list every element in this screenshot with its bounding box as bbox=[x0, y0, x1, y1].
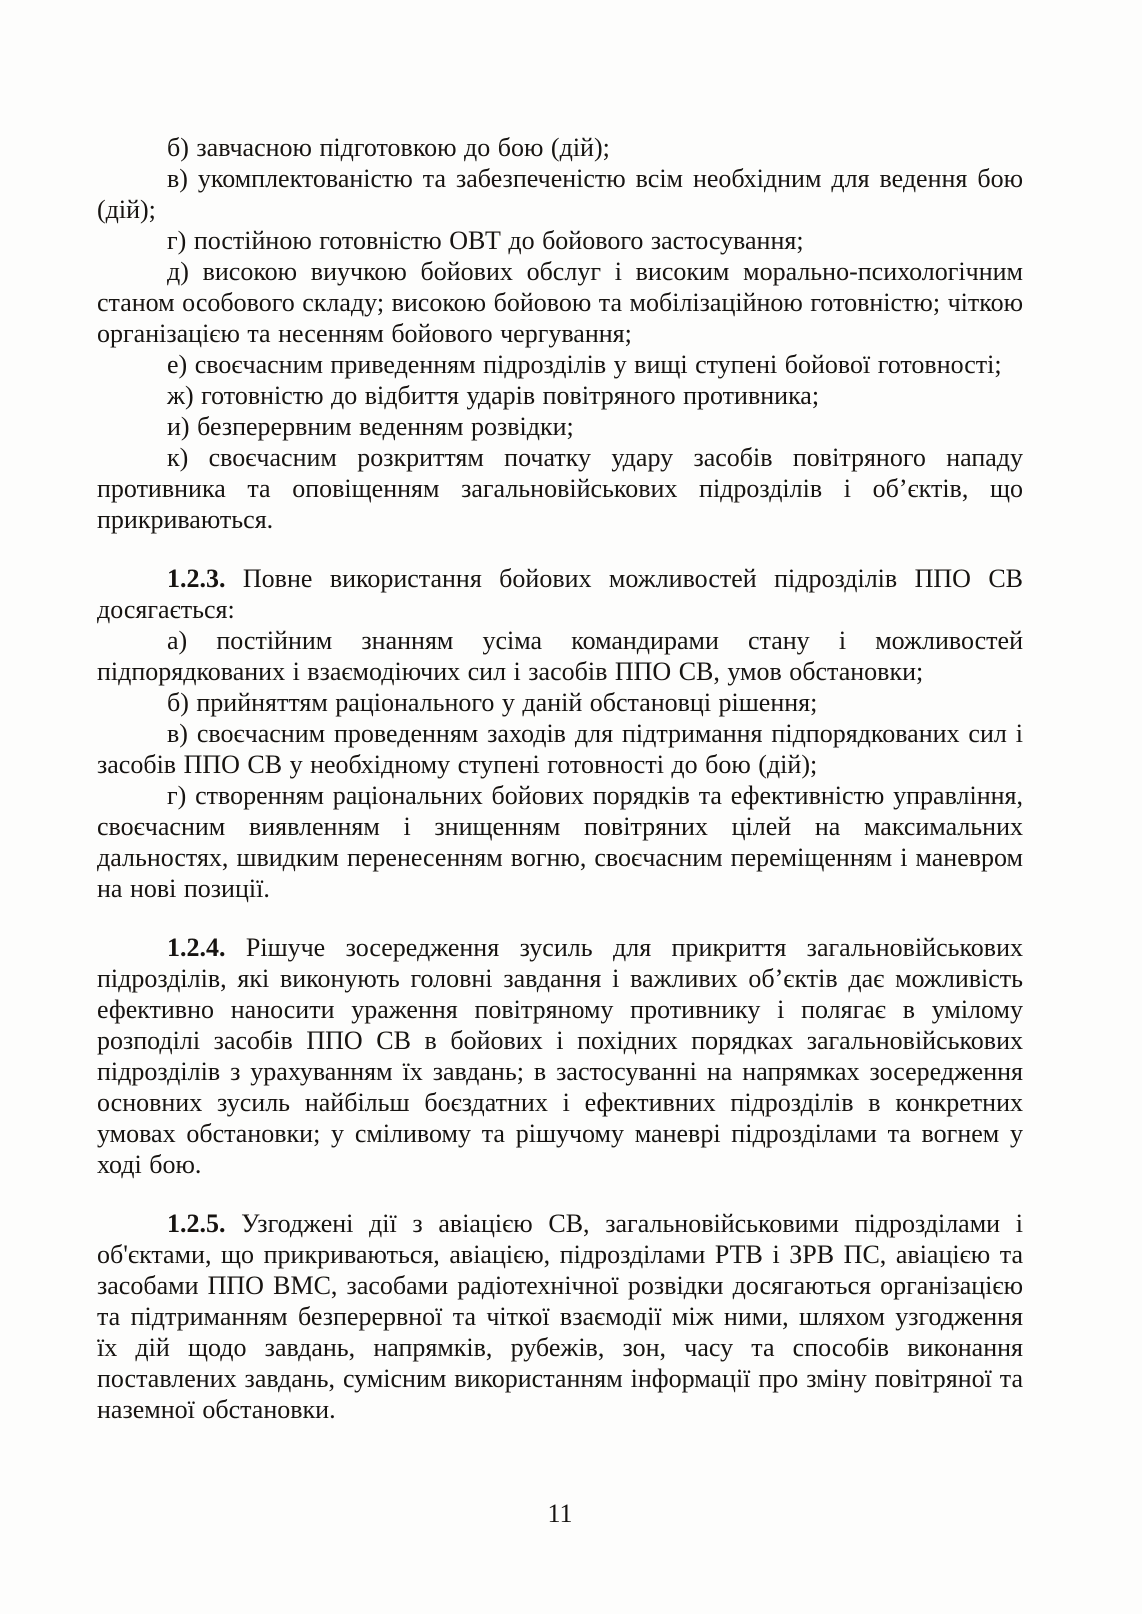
paragraph-text: г) постійною готовністю ОВТ до бойового застосування; bbox=[167, 226, 804, 255]
list-item-b2 bbox=[97, 687, 1023, 718]
paragraph-text: Повне використання бойових можливостей підрозділів ППО СВ досягається: bbox=[97, 564, 1023, 624]
paragraph-text: ж) готовністю до відбиття ударів повітряного противника; bbox=[167, 381, 820, 410]
paragraph-text: а) постійним знанням усіма командирами стану і можливостей підпорядкованих і взаємодіючих сил і засобів ППО СВ, умов обстановки; bbox=[97, 626, 1023, 686]
paragraph-text: б) завчасною підготовкою до бою (дій); bbox=[167, 133, 610, 162]
section-1-2-5 bbox=[97, 1208, 1023, 1425]
paragraph-text: д) високою виучкою бойових обслуг і високим морально-психологічним станом особового складу; високою бойовою та мобілізаційною готовністю; чіткою організацією та несенням бойового чергування; bbox=[97, 257, 1023, 348]
list-item-h2 bbox=[97, 780, 1023, 904]
list-item-h bbox=[97, 225, 1023, 256]
list-item-e bbox=[97, 349, 1023, 380]
text-block bbox=[97, 132, 1023, 1425]
paragraph-text: к) своєчасним розкриттям початку удару засобів повітряного нападу противника та оповіщенням загальновійськових підрозділів і об’єктів, що прикриваються. bbox=[97, 443, 1023, 534]
list-item-b bbox=[97, 132, 1023, 163]
section-1-2-3 bbox=[97, 563, 1023, 625]
list-item-k bbox=[97, 442, 1023, 535]
list-item-zh bbox=[97, 380, 1023, 411]
list-item-v bbox=[97, 163, 1023, 225]
list-item-v2 bbox=[97, 718, 1023, 780]
paragraph-text: Рішуче зосередження зусиль для прикриття загальновійськових підрозділів, які виконують головні завдання і важливих об’єктів дає можливість ефективно наносити ураження повітряному противнику і полягає в умілому розподілі засобів ППО СВ в бойових і похідних порядках загальновійськових підрозділів з урахуванням їх завдань; в застосуванні на напрямках зосередження основних зусиль найбільш боєздатних і ефективних підрозділів в конкретних умовах обстановки; у сміливому та рішучому маневрі підрозділами та вогнем у ході бою. bbox=[97, 933, 1023, 1179]
paragraph-text: и) безперервним веденням розвідки; bbox=[167, 412, 574, 441]
section-1-2-4 bbox=[97, 932, 1023, 1180]
list-item-d bbox=[97, 256, 1023, 349]
clause-number: 1.2.3. bbox=[167, 564, 226, 593]
paragraph-text: Узгоджені дії з авіацією СВ, загальновійськовими підрозділами і об'єктами, що прикриваються, авіацією, підрозділами РТВ і ЗРВ ПС, авіацією та засобами ППО ВМС, засобами радіотехнічної розвідки досягаються організацією та підтриманням безперервної та чіткої взаємодії між ними, шляхом узгодження їх дій щодо завдань, напрямків, рубежів, зон, часу та способів виконання поставлених завдань, сумісним використанням інформації про зміну повітряної та наземної обстановки. bbox=[97, 1209, 1023, 1424]
clause-number: 1.2.4. bbox=[167, 933, 226, 962]
list-item-y bbox=[97, 411, 1023, 442]
paragraph-text: в) своєчасним проведенням заходів для підтримання підпорядкованих сил і засобів ППО СВ у необхідному ступені готовності до бою (дій); bbox=[97, 719, 1023, 779]
paragraph-text: е) своєчасним приведенням підрозділів у вищі ступені бойової готовності; bbox=[167, 350, 1002, 379]
page-number: 11 bbox=[547, 1499, 573, 1528]
list-item-a bbox=[97, 625, 1023, 687]
paragraph-text: г) створенням раціональних бойових порядків та ефективністю управління, своєчасним виявленням і знищенням повітряних цілей на максимальних дальностях, швидким перенесенням вогню, своєчасним переміщенням і маневром на нові позиції. bbox=[97, 781, 1023, 903]
paragraph-text: б) прийняттям раціонального у даній обстановці рішення; bbox=[167, 688, 818, 717]
clause-number: 1.2.5. bbox=[167, 1209, 226, 1238]
paragraph-text: в) укомплектованістю та забезпеченістю всім необхідним для ведення бою (дій); bbox=[97, 164, 1023, 224]
